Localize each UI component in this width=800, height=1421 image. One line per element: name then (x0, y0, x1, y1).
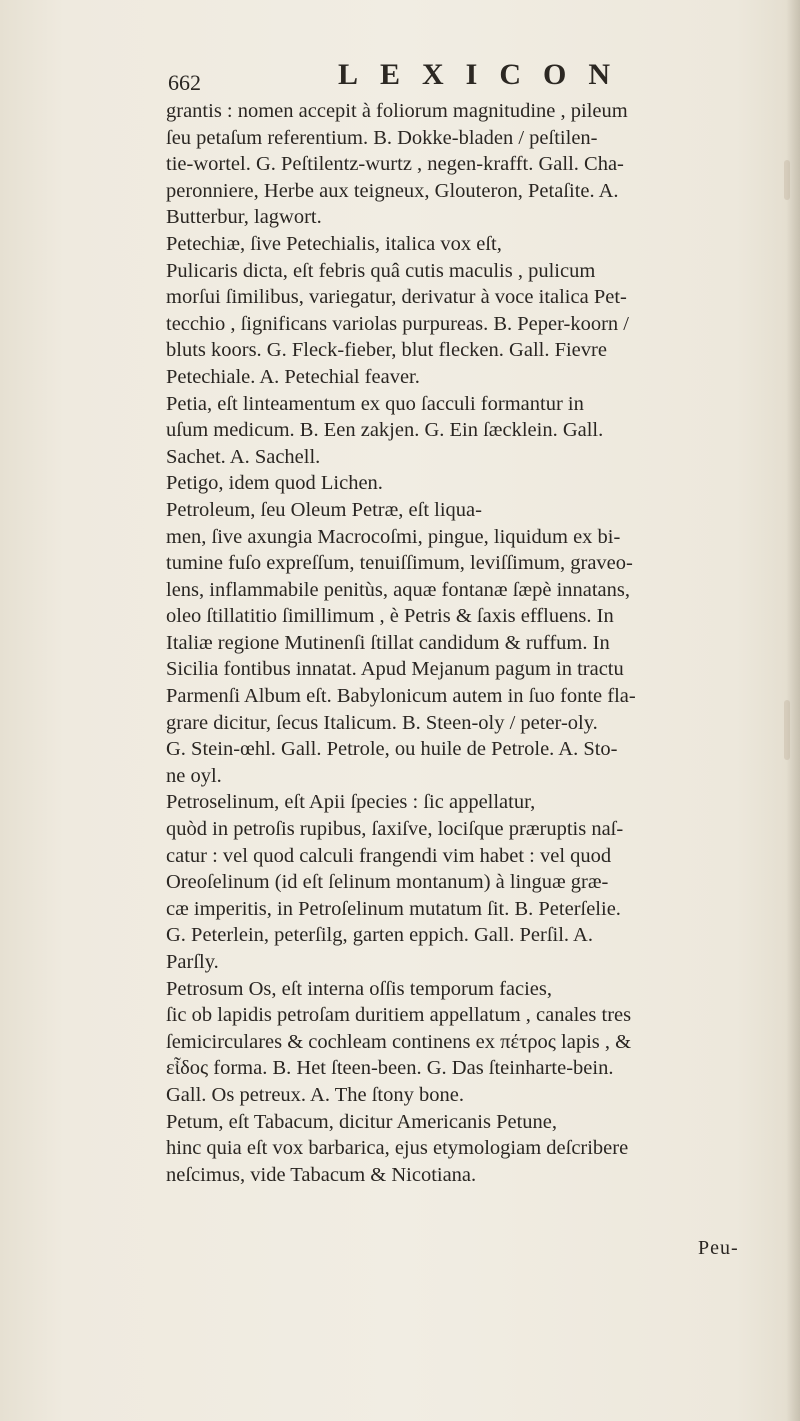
text-line: Sicilia fontibus innatat. Apud Mejanum pagum in tractu (166, 658, 624, 681)
text-line: ſemicirculares & cochleam continens ex πέτρος lapis , & (166, 1030, 632, 1053)
text-line: grare dicitur, ſecus Italicum. B. Steen-oly / peter-oly. (166, 711, 598, 734)
page-header (168, 58, 768, 98)
text-line: peronniere, Herbe aux teigneux, Glouteron, Petaſite. A. (166, 179, 619, 202)
text-line: tumine fuſo expreſſum, tenuiſſimum, leviſſimum, graveo- (166, 552, 633, 575)
text-line: Petechiale. A. Petechial feaver. (166, 365, 420, 388)
text-line: εἶδος forma. B. Het ſteen-been. G. Das ſteinharte-bein. (166, 1057, 614, 1080)
text-line: Petigo, idem quod Lichen. (166, 472, 383, 495)
text-line: bluts koors. G. Fleck-fieber, blut flecken. Gall. Fievre (166, 339, 607, 362)
text-line: lens, inflammabile penitùs, aquæ fontanæ ſæpè innatans, (166, 578, 631, 601)
text-line: catur : vel quod calculi frangendi vim habet : vel quod (166, 844, 612, 867)
text-line: cæ imperitis, in Petroſelinum mutatum ſit. B. Peterſelie. (166, 897, 621, 920)
text-line: Petechiæ, ſive Petechialis, italica vox eſt, (166, 232, 502, 255)
text-line: Oreoſelinum (id eſt ſelinum montanum) à linguæ græ- (166, 871, 609, 894)
text-line: Petia, eſt linteamentum ex quo ſacculi formantur in (166, 392, 584, 415)
text-line: Sachet. A. Sachell. (166, 445, 321, 468)
text-line: Gall. Os petreux. A. The ſtony bone. (166, 1083, 464, 1106)
text-line: ſic ob lapidis petroſam duritiem appellatum , canales tres (166, 1004, 632, 1027)
text-line: uſum medicum. B. Een zakjen. G. Ein ſæcklein. Gall. (166, 419, 604, 442)
text-line: men, ſive axungia Macrocoſmi, pingue, liquidum ex bi- (166, 525, 621, 548)
text-line: Butterbur, lagwort. (166, 206, 322, 229)
text-line: morſui ſimilibus, variegatur, derivatur à voce italica Pet- (166, 286, 627, 309)
text-line: Parſly. (166, 951, 219, 973)
text-line: oleo ſtillatitio ſimillimum , è Petris & ſaxis effluens. In (166, 605, 614, 628)
text-line: G. Peterlein, peterſilg, garten eppich. Gall. Perſil. A. (166, 924, 593, 947)
paper-stain (784, 700, 790, 760)
text-line: Pulicaris dicta, eſt febris quâ cutis maculis , pulicum (166, 259, 596, 282)
text-line: tie-wortel. G. Peſtilentz-wurtz , negen-krafft. Gall. Cha- (166, 153, 624, 176)
text-line: ne oyl. (166, 764, 222, 787)
page-number: 662 (168, 70, 201, 95)
text-line: G. Stein-œhl. Gall. Petrole, ou huile de Petrole. A. Sto- (166, 738, 618, 761)
text-line: quòd in petroſis rupibus, ſaxiſve, lociſque præruptis naſ- (166, 818, 624, 841)
running-title: LEXICON (338, 58, 633, 91)
text-line: Petroselinum, eſt Apii ſpecies : ſic appellatur, (166, 791, 536, 814)
text-line: Petum, eſt Tabacum, dicitur Americanis Petune, (166, 1110, 558, 1133)
text-line: Italiæ regione Mutinenſi ſtillat candidum & ruffum. In (166, 631, 610, 654)
text-line: ſeu petaſum referentium. B. Dokke-bladen / peſtilen- (166, 126, 598, 149)
dictionary-text (166, 98, 772, 1188)
text-line: Parmenſi Album eſt. Babylonicum autem in ſuo fonte fla- (166, 685, 636, 708)
text-line: tecchio , ſignificans variolas purpureas. B. Peper-koorn / (166, 312, 629, 335)
catchword: Peu- (698, 1237, 739, 1259)
text-line: grantis : nomen accepit à foliorum magnitudine , pileum (166, 100, 628, 122)
text-line: Petroleum, ſeu Oleum Petræ, eſt liqua- (166, 498, 482, 521)
text-line: Petrosum Os, eſt interna oſſis temporum facies, (166, 977, 553, 1000)
text-line: hinc quia eſt vox barbarica, ejus etymologiam deſcribere (166, 1137, 629, 1160)
text-line: neſcimus, vide Tabacum & Nicotiana. (166, 1163, 477, 1186)
paper-stain (784, 160, 790, 200)
